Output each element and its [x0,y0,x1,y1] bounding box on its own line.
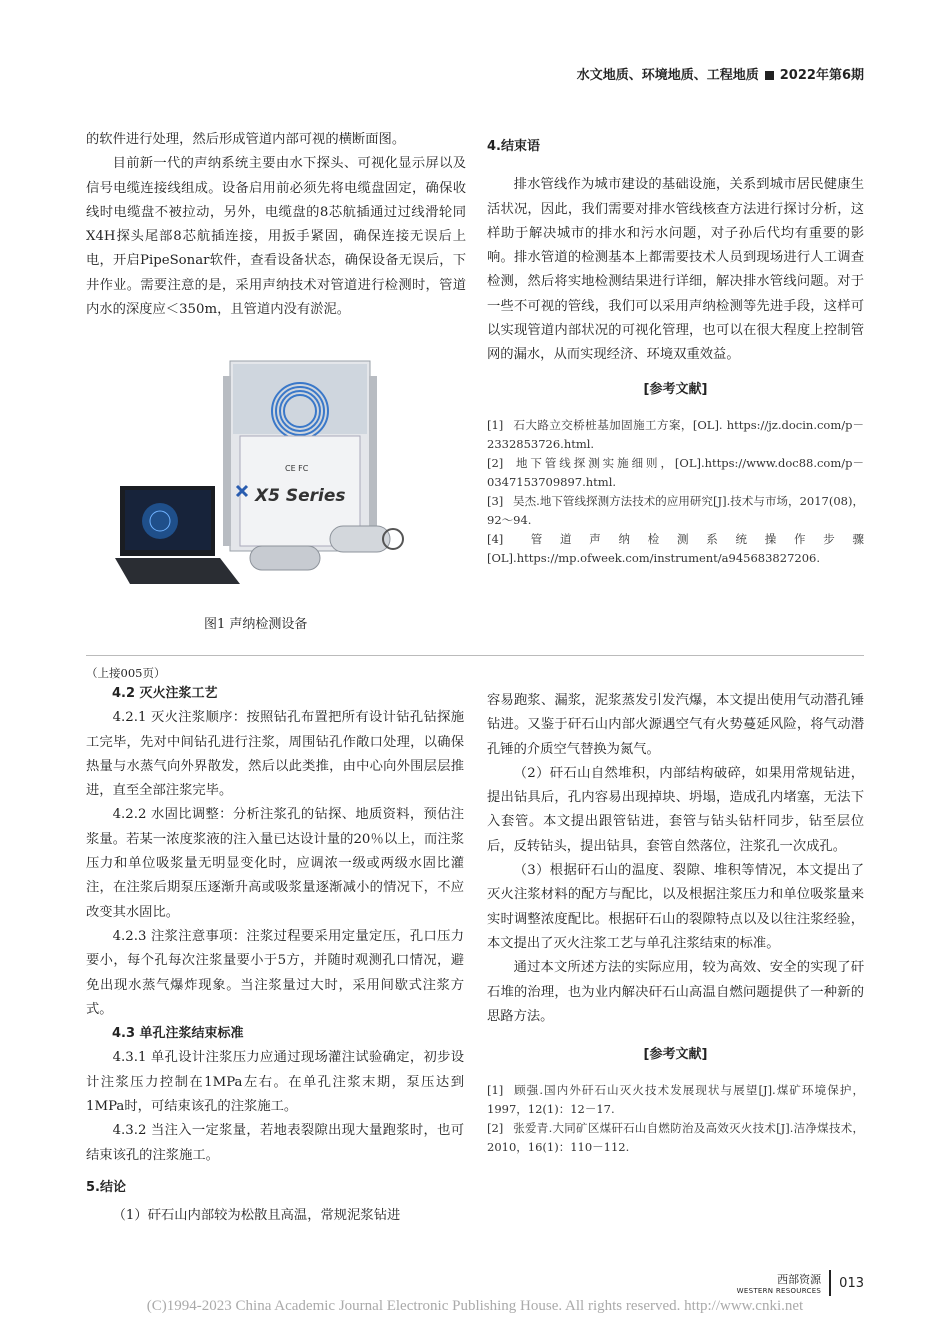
running-header [577,64,864,83]
paragraph: 4.2.3 注浆注意事项：注浆过程要采用定量定压，孔口压力要小，每个孔每次注浆量要小于5方，并随时观测孔口情况，避免出现水蒸气爆炸现象。当注浆量过大时，采用间歇式注浆方式。 [86,928,464,1017]
figure-caption: 图1 声纳检测设备 [204,617,308,632]
subsection-heading: 4.2 灭火注浆工艺 [112,686,218,701]
paragraph: 通过本文所述方法的实际应用，较为高效、安全的实现了矸石堆的治理，也为业内解决矸石山高温自燃问题提供了一种新的思路方法。 [487,960,864,1024]
reference-item: [3] 吴杰.地下管线探测方法技术的应用研究[J].技术与市场，2017(08)，92～94. [487,493,864,527]
subsection-heading: 4.3 单孔注浆结束标准 [112,1026,244,1042]
paragraph: （1）矸石山内部较为松散且高温，常规泥浆钻进 [112,1208,401,1224]
references-heading: [参考文献] [643,381,708,397]
journal-section-title: 水文地质、环境地质、工程地质 [576,68,759,83]
footer-divider [829,1270,831,1296]
references-heading: [参考文献] [643,1047,708,1063]
paragraph: 4.2.1 灭火注浆顺序：按照钻孔布置把所有设计钻孔钻探施工完毕，先对中间钻孔进行注浆，周围钻孔作敞口处理，以确保热量与水蒸气向外界散发，然后以此类推，由中心向外围层层推进，直至全部注浆完毕。 [86,710,464,799]
paragraph: 4.3.2 当注入一定浆量，若地表裂隙出现大量跑浆时，也可结束该孔的注浆施工。 [86,1123,464,1163]
square-bullet-icon [765,71,774,80]
cert-mark: CE FC [285,464,309,473]
page-footer [737,1270,864,1296]
paragraph: 的软件进行处理，然后形成管道内部可视的横断面图。 [86,132,406,147]
paragraph: 目前新一代的声纳系统主要由水下探头、可视化显示屏以及信号电缆连接线组成。设备启用前必须先将电缆盘固定，确保收线时电缆盘不被拉动，另外，电缆盘的8芯航插通过过线滑轮同X4H探头尾部8芯航插连接，用扳手紧固，确保连接无误后上电，开启PipeSonar软件，查看设备状态，确保设备无误后，下井作业。需要注意的是，采用声纳技术对管道进行检测时，管道内水的深度应＜350m，且管道内没有淤泥。 [86,156,466,318]
top-right-column [487,135,864,568]
bottom-right-column [487,689,864,1157]
reference-item: [1] 石大路立交桥桩基加固施工方案，[OL]. https://jz.docin.com/p－2332853726.html. [487,417,864,451]
continued-note: （上接005页） [86,666,166,680]
paragraph: 排水管线作为城市建设的基础设施，关系到城市居民健康生活状况，因此，我们需要对排水管线核查方法进行探讨分析，这样助于解决城市的排水和污水问题，对子孙后代均有重要的影响。排水管道的检测基本上都需要技术人员到现场进行人工调查检测，然后将实地检测结果进行详细，解决排水管线问题。对于一些不可视的管线，我们可以采用声纳检测等先进手段，这样可以实现管道内部状况的可视化管理，也可以在很大程度上控制管网的漏水，从而实现经济、环境双重效益。 [487,177,864,363]
paragraph: （2）矸石山自然堆积，内部结构破碎，如果用常规钻进，提出钻具后，孔内容易出现掉块、坍塌，造成孔内堵塞，无法下入套管。本文提出跟管钻进，套管与钻头钻杆同步，钻至层位后，反转钻头，提出钻具，套管自然落位，注浆孔一次成孔。 [487,765,864,854]
reference-item: [2] 张爱青.大同矿区煤矸石山自燃防治及高效灭火技术[J].洁净煤技术，2010，16(1)：110－112. [487,1121,864,1155]
top-left-column [86,128,466,322]
paragraph: 4.3.1 单孔设计注浆压力应通过现场灌注试验确定，初步设计注浆压力控制在1MPa左右。在单孔注浆末期，泵压达到1MPa时，可结束该孔的注浆施工。 [86,1050,464,1115]
reference-item: [1] 顾强.国内外矸石山灭火技术发展现状与展望[J].煤矿环境保护，1997，12(1)：12－17. [487,1083,864,1117]
paragraph: 容易跑浆、漏浆，泥浆蒸发引发汽爆，本文提出使用气动潜孔锤钻进。又鉴于矸石山内部火源遇空气有火势蔓延风险，将气动潜孔锤的介质空气替换为氮气。 [487,693,864,757]
section-heading: 4.结束语 [487,139,540,154]
sonar-equipment-image [115,356,405,591]
brand-mark: X5 Series [255,486,346,506]
sonar-equipment-figure [115,356,405,591]
reference-item: [4] 管道声纳检测系统操作步骤[OL].https://mp.ofweek.com/instrument/a945683827206. [487,531,864,565]
page-number: 013 [839,1275,864,1291]
paragraph: 4.2.2 水固比调整：分析注浆孔的钻探、地质资料，预估注浆量。若某一浓度浆液的注入量已达设计量的20％以上，而注浆压力和单位吸浆量无明显变化时，应调浓一级或两级水固比灌注，在注浆后期泵压逐渐升高或吸浆量逐渐减小的情况下，不应改变其水固比。 [86,807,464,920]
section-heading: 5.结论 [86,1179,126,1195]
bottom-left-column [86,664,464,1229]
references-list [487,416,864,568]
publisher-logo: 西部资源 WESTERN RESOURCES [736,1273,822,1295]
copyright-line: (C)1994-2023 China Academic Journal Electronic Publishing House. All rights reserved. http://www.cnki.net [146,1298,804,1314]
section-divider [86,655,864,656]
references-list [487,1081,864,1157]
paragraph: （3）根据矸石山的温度、裂隙、堆积等情况，本文提出了灭火注浆材料的配方与配比，以及根据注浆压力和单位吸浆量来实时调整浓度配比。根据矸石山的裂隙特点以及以往注浆经验，本文提出了灭火注浆工艺与单孔注浆结束的标准。 [487,863,864,951]
issue-label: 2022年第6期 [779,68,864,83]
reference-item: [2] 地下管线探测实施细则，[OL].https://www.doc88.com/p－0347153709897.html. [487,455,864,489]
